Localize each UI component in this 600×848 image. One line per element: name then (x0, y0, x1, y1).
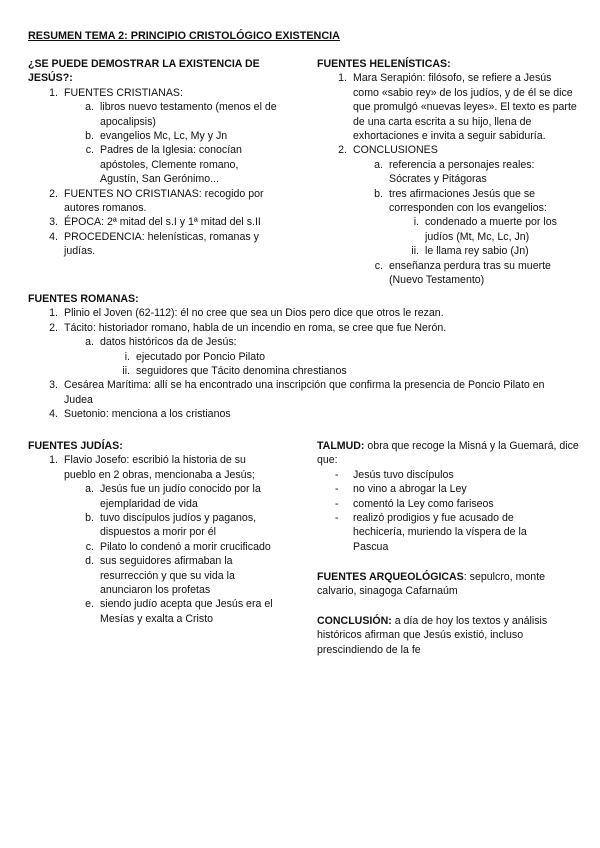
list-item: b. evangelios Mc, Lc, My y Jn (85, 130, 228, 143)
list-item: 2. FUENTES NO CRISTIANAS: recogido por autores romanos. (49, 187, 264, 215)
dash-bullet: - (335, 468, 339, 481)
list-item: ii. seguidores que Tácito denomina chrestianos (122, 365, 347, 378)
conclusion-paragraph: CONCLUSIÓN: a día de hoy los textos y análisis históricos afirman que Jesús existió, incluso prescindiendo de la fe (317, 615, 548, 656)
list-item: d. sus seguidores afirmaban la resurrección y que su vida la anunciaron los profetas (85, 555, 235, 597)
hellenistic-heading: FUENTES HELENÍSTICAS: (317, 58, 451, 70)
list-item: c. Pilato lo condenó a morir crucificado (85, 540, 271, 553)
list-item: i. ejecutado por Poncio Pilato (124, 350, 265, 363)
list-item: c. Padres de la Iglesia: conocían apóstoles, Clemente romano, Agustín, San Gerónimo... (85, 144, 242, 186)
list-item: b. tres afirmaciones Jesús que se corresponden con los evangelios: (374, 187, 547, 215)
list-item: a. datos históricos da de Jesús: (85, 336, 237, 349)
list-item: 4. Suetonio: menciona a los cristianos (49, 408, 231, 421)
list-item: - no vino a abrogar la Ley (335, 483, 467, 496)
roman-section (28, 292, 576, 422)
roman-heading: FUENTES ROMANAS: (28, 293, 139, 305)
list-item: 2. CONCLUSIONES (338, 144, 438, 157)
jewish-section (28, 439, 290, 626)
list-item: - Jesús tuvo discípulos (335, 468, 454, 481)
page-title: RESUMEN TEMA 2: PRINCIPIO CRISTOLÓGICO EXISTENCIA (28, 30, 340, 42)
hellenistic-section (317, 57, 579, 288)
list-item: - comentó la Ley como fariseos (335, 497, 494, 510)
list-item: i. condenado a muerte por los judíos (Mt, Mc, Lc, Jn) (413, 216, 557, 243)
talmud-list (317, 468, 579, 554)
list-item: 1. FUENTES CRISTIANAS: (49, 86, 183, 99)
list-item: a. referencia a personajes reales: Sócrates y Pitágoras (374, 158, 535, 186)
jewish-heading: FUENTES JUDÍAS: (28, 440, 123, 452)
talmud-label: TALMUD: (317, 440, 365, 452)
list-item: 2. Tácito: historiador romano, habla de un incendio en roma, se cree que fue Nerón. (49, 321, 447, 334)
list-item: 3. Cesárea Marítima: allí se ha encontrado una inscripción que confirma la presencia de Poncio Pilato en Judea (49, 379, 545, 406)
existence-section (28, 57, 288, 259)
list-item: ii. le llama rey sabio (Jn) (411, 245, 529, 258)
list-item: c. enseñanza perdura tras su muerte (Nuevo Testamento) (374, 259, 551, 287)
list-item: 4. PROCEDENCIA: helenísticas, romanas y judías. (49, 230, 259, 258)
dash-bullet: - (335, 512, 339, 525)
list-item: e. siendo judío acepta que Jesús era el Mesías y exalta a Cristo (85, 598, 273, 625)
talmud-section (317, 439, 579, 554)
dash-bullet: - (335, 483, 339, 496)
list-item: a. Jesús fue un judío conocido por la ejemplaridad de vida (85, 483, 261, 510)
archaeological-paragraph: FUENTES ARQUEOLÓGICAS: sepulcro, monte calvario, sinagoga Cafarnaúm (317, 571, 546, 598)
talmud-paragraph: TALMUD: obra que recoge la Misná y la Guemará, dice que: (317, 440, 579, 467)
list-item: - realizó prodigios y fue acusado de hechicería, muriendo la víspera de la Pascua (335, 512, 527, 553)
list-item: 1. Mara Serapión: filósofo, se refiere a Jesús como «sabio rey» de los judíos, y de él se dice que promulgó «nuevas leyes». El texto es parte de una carta escrita a su hijo, llena de exhortaciones e invita a seguir sabiduría. (338, 72, 577, 143)
dash-bullet: - (335, 497, 339, 510)
list-item: 3. ÉPOCA: 2ª mitad del s.I y 1ª mitad del s.II (49, 216, 261, 229)
list-item: 1. Plinio el Joven (62-112): él no cree que sea un Dios pero dice que otros le rezan. (49, 307, 444, 320)
list-item: 1. Flavio Josefo: escribió la historia de su pueblo en 2 obras, mencionaba a Jesús; (49, 454, 255, 481)
list-item: b. tuvo discípulos judíos y paganos, dispuestos a morir por él (85, 512, 257, 539)
list-item: a. libros nuevo testamento (menos el de apocalipsis) (85, 101, 277, 128)
archaeological-label: FUENTES ARQUEOLÓGICAS (317, 571, 464, 583)
existence-heading: ¿SE PUEDE DEMOSTRAR LA EXISTENCIA DE JESÚS?: (28, 58, 260, 85)
conclusion-label: CONCLUSIÓN: (317, 615, 392, 627)
